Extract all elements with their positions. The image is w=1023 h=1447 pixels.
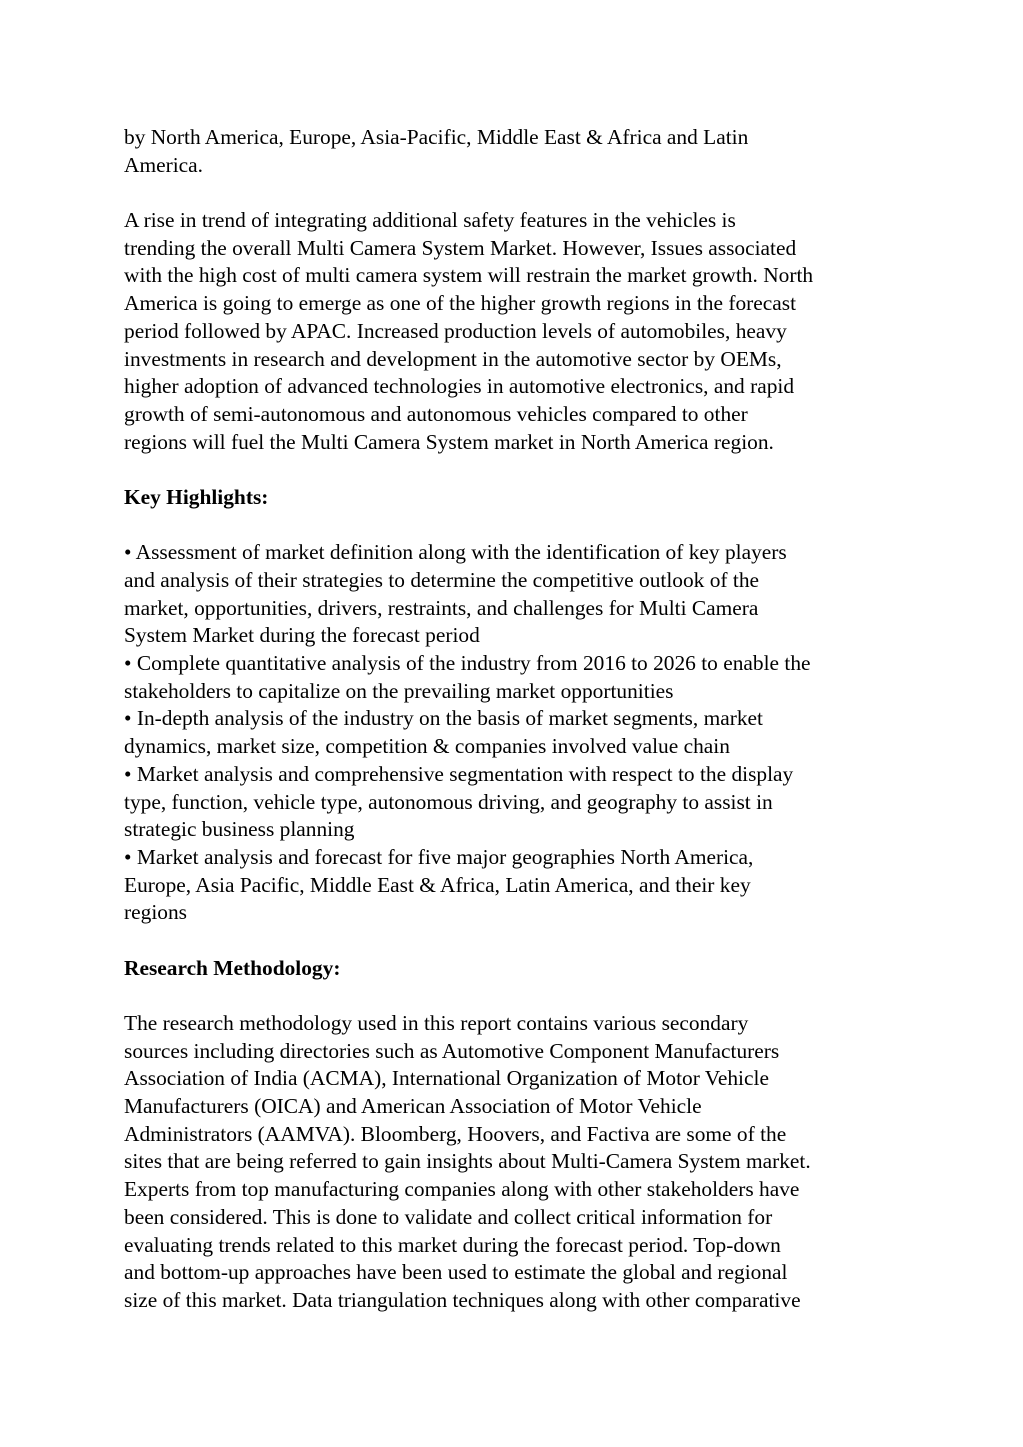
list-item-line: market, opportunities, drivers, restraints, and challenges for Multi Camera bbox=[124, 595, 759, 620]
text-line: trending the overall Multi Camera System Market. However, Issues associated bbox=[124, 235, 797, 260]
list-item-line: type, function, vehicle type, autonomous driving, and geography to assist in bbox=[124, 789, 773, 814]
list-item-line: stakeholders to capitalize on the prevailing market opportunities bbox=[124, 678, 674, 703]
paragraph-spacer bbox=[124, 927, 914, 955]
document-body bbox=[124, 124, 914, 1315]
text-line: sources including directories such as Automotive Component Manufacturers bbox=[124, 1038, 780, 1063]
text-line: evaluating trends related to this market during the forecast period. Top-down bbox=[124, 1232, 781, 1257]
list-item-line: dynamics, market size, competition & companies involved value chain bbox=[124, 734, 730, 759]
text-line: A rise in trend of integrating additional safety features in the vehicles is bbox=[124, 208, 736, 233]
market-paragraph bbox=[124, 207, 914, 456]
text-line: and bottom-up approaches have been used to estimate the global and regional bbox=[124, 1260, 788, 1285]
key-highlights-heading: Key Highlights: bbox=[124, 484, 269, 509]
text-line: Manufacturers (OICA) and American Association of Motor Vehicle bbox=[124, 1094, 702, 1119]
text-line: Association of India (ACMA), International Organization of Motor Vehicle bbox=[124, 1066, 769, 1091]
paragraph-spacer bbox=[124, 179, 914, 207]
list-item-line: • Market analysis and forecast for five major geographies North America, bbox=[124, 844, 754, 869]
list-item-line: strategic business planning bbox=[124, 817, 355, 842]
text-line: America. bbox=[124, 152, 203, 177]
paragraph-spacer bbox=[124, 512, 914, 540]
paragraph-spacer bbox=[124, 982, 914, 1010]
list-item-line: System Market during the forecast period bbox=[124, 623, 480, 648]
research-methodology-paragraph bbox=[124, 1010, 914, 1315]
key-highlights-list bbox=[124, 539, 914, 927]
list-item-line: • Assessment of market definition along with the identification of key players bbox=[124, 540, 787, 565]
list-item-line: Europe, Asia Pacific, Middle East & Africa, Latin America, and their key bbox=[124, 872, 751, 897]
text-line: Experts from top manufacturing companies along with other stakeholders have bbox=[124, 1177, 800, 1202]
text-line: been considered. This is done to validate and collect critical information for bbox=[124, 1204, 773, 1229]
text-line: with the high cost of multi camera system will restrain the market growth. North bbox=[124, 263, 814, 288]
text-line: size of this market. Data triangulation techniques along with other comparative bbox=[124, 1287, 801, 1312]
text-line: investments in research and development in the automotive sector by OEMs, bbox=[124, 346, 782, 371]
list-item-line: and analysis of their strategies to determine the competitive outlook of the bbox=[124, 568, 760, 592]
text-line: higher adoption of advanced technologies in automotive electronics, and rapid bbox=[124, 374, 795, 399]
list-item-line: • Market analysis and comprehensive segmentation with respect to the display bbox=[124, 761, 794, 786]
list-item-line: regions bbox=[124, 900, 187, 925]
intro-paragraph bbox=[124, 124, 914, 179]
paragraph-spacer bbox=[124, 456, 914, 484]
list-item-line: • Complete quantitative analysis of the industry from 2016 to 2026 to enable the bbox=[124, 651, 811, 676]
research-methodology-heading: Research Methodology: bbox=[124, 955, 341, 980]
text-line: Administrators (AAMVA). Bloomberg, Hoovers, and Factiva are some of the bbox=[124, 1121, 787, 1146]
text-line: regions will fuel the Multi Camera System market in North America region. bbox=[124, 429, 774, 454]
list-item-line: • In-depth analysis of the industry on the basis of market segments, market bbox=[124, 706, 763, 731]
text-line: growth of semi-autonomous and autonomous vehicles compared to other bbox=[124, 401, 748, 426]
text-line: period followed by APAC. Increased production levels of automobiles, heavy bbox=[124, 318, 787, 343]
text-line: by North America, Europe, Asia-Pacific, Middle East & Africa and Latin bbox=[124, 125, 749, 149]
text-line: The research methodology used in this report contains various secondary bbox=[124, 1011, 749, 1035]
text-line: America is going to emerge as one of the higher growth regions in the forecast bbox=[124, 291, 797, 316]
text-line: sites that are being referred to gain insights about Multi-Camera System market. bbox=[124, 1149, 811, 1174]
